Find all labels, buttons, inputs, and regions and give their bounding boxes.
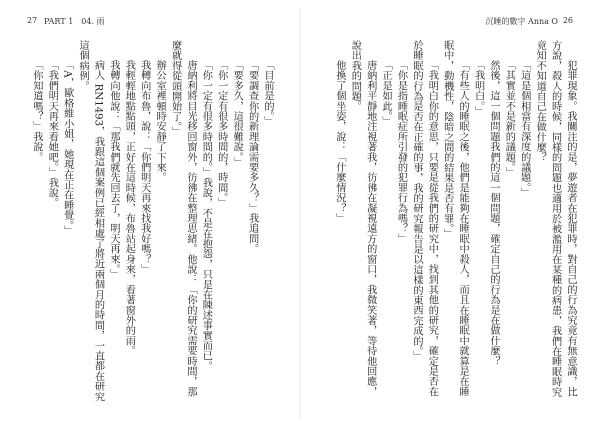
paragraph: 辦公室裡頓時安靜了下來。 (154, 60, 166, 183)
paragraph: 唐納利將目光移回窗外，彷彿在整理思緒。他說：「你的研究需要時間，那麼就得從頭開始了。」 (169, 40, 196, 397)
paragraph: 「正是如此。」 (380, 60, 392, 127)
paragraph: 然後，這一個問題我們的這一個問題，確定自己的行為是在做什麼？ (487, 60, 499, 367)
right-page-text (332, 40, 578, 402)
paragraph: 「你知道嗎？」我說。 (30, 60, 42, 163)
paragraph: 「要多久，這很難說。」 (231, 60, 243, 168)
right-running-title: 沉睡的數字 Anna O (485, 17, 558, 26)
paragraph: 「你一定有很多時間的。」我說，不是在抱怨，只是在陳述事實而已。 (200, 60, 212, 372)
paragraph: 我輕輕地點點頭，正好在這時候，布魯站起身來，看著窗外的雨。 (123, 60, 135, 357)
page-gutter (299, 8, 301, 418)
left-running-title: PART 1 04. 雨 (44, 17, 105, 26)
paragraph: 我轉向他說：「那我們就先回去了，明天再來。」 (107, 60, 119, 280)
paragraph: 他換了個坐姿，說：「什麼情況？」 (333, 60, 345, 224)
left-page-number: 27 (27, 16, 38, 25)
paragraph: 「目前是的。」 (262, 60, 273, 127)
paragraph: 「A，歐格維小姐，她現在正在睡覺。」 (61, 60, 73, 237)
paragraph: 「我們明天再來看她吧。」我說。 (46, 60, 58, 209)
paragraph: 「有些人的睡眠之後，他們是能夠在睡眠中殺人，而且在睡眠中就算是在睡眠中，動機性，陰暗之間的結果是否有罪。」 (441, 40, 469, 397)
paragraph: 「要調查你的新理論需要多久？」我追問。 (246, 60, 258, 255)
left-page-text (29, 40, 275, 402)
paragraph: 「你一定有很多時間的，時間。」 (215, 60, 227, 209)
paragraph: 「我明白你的意思，只要是從我們的研究中，找到其他的研究，確定是否在於睡眠的行為是否在正確的事，我的研究報告是以這樣的東西完成的。」 (410, 40, 438, 397)
paragraph: 唐納利平靜地注視著我，彷彿在凝視遠方的窗口，我微笑著，等待他回應，說出我的問題。 (349, 40, 376, 397)
paragraph: 病人 RN1493，我跟這個案例已經相處了將近兩個月的時間，一直都在研究這個病例。 (77, 40, 104, 402)
paragraph: 我轉向布魯，說：「你們明天再來找我好嗎？」 (138, 60, 150, 275)
paragraph: 「其實並不是新的議題。」 (503, 60, 515, 178)
paragraph: 犯罪現象。我關注的是，夢遊者在犯罪時，對自己的行為究竟有無意識，比方說，殺人的時候，同樣的問題也適用於被濫用在某種的病患，我們在睡眠時究竟知不知道自己在做什麼？ (534, 40, 576, 397)
paragraph: 「你是指睡眠症所引發的犯罪行為嗎？」 (395, 60, 407, 244)
paragraph: 「我明白。」 (472, 60, 484, 117)
right-page-number: 26 (562, 16, 573, 25)
paragraph: 「這是個相當有深度的議題。」 (518, 60, 530, 199)
